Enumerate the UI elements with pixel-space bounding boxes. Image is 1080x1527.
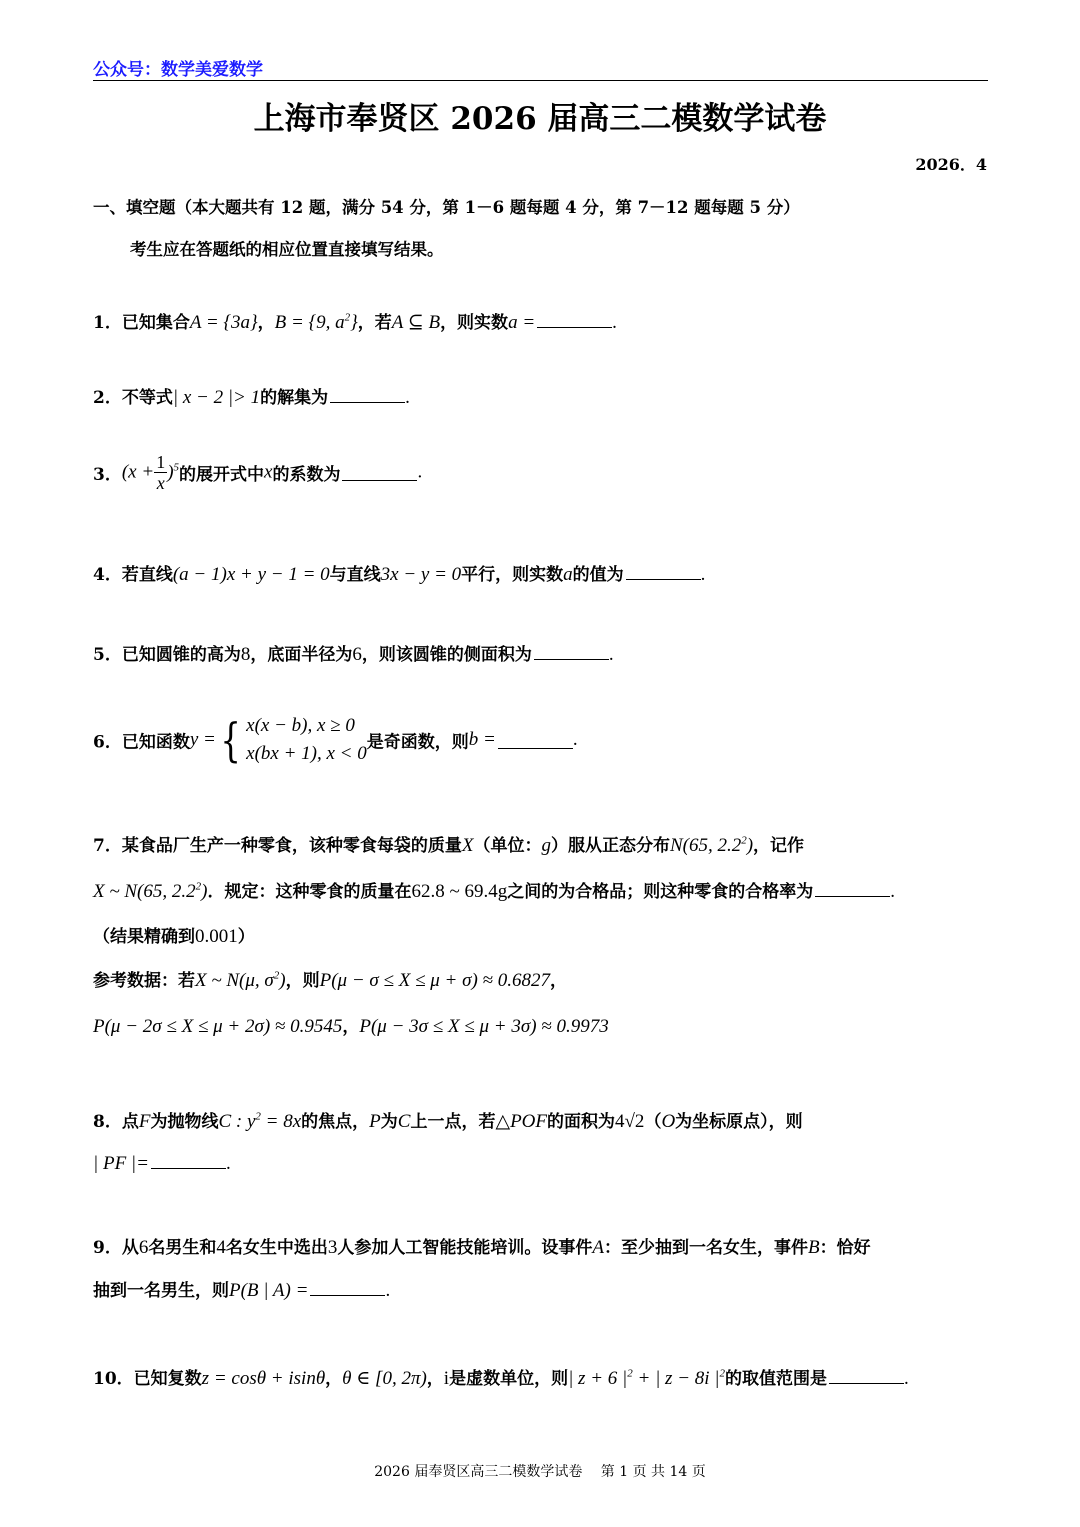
- q1-set-b: B = {9, $a^2$}: [274, 311, 358, 333]
- question-5: 5．已知圆锥的高为8，底面半径为6，则该圆锥的侧面积为 .: [93, 644, 614, 665]
- q8-text-8: 为坐标原点），则: [675, 1112, 803, 1132]
- q3-expr-open: (x +: [121, 461, 155, 483]
- q10-text-4: 是虚数单位，则: [449, 1369, 569, 1389]
- q8-p: P: [369, 1111, 381, 1132]
- q10-expr: | z + 6 $|^2$ + | z − 8i $|^2$: [568, 1367, 726, 1389]
- q7-text-11: ，: [342, 1017, 360, 1037]
- q8-number: 8．: [93, 1112, 122, 1132]
- q4-var: a: [563, 564, 573, 585]
- q9-text-1: 从: [121, 1238, 139, 1258]
- q9-event-a: A: [592, 1237, 604, 1258]
- q2-number: 2．: [93, 388, 122, 408]
- q7-ref-label: 参考数据：若: [93, 971, 195, 991]
- q1-text-2: ，: [257, 313, 275, 333]
- q5-radius: 6: [352, 644, 362, 665]
- q7-var-x: X: [461, 835, 474, 856]
- q8-pf: | PF |=: [93, 1153, 149, 1174]
- q9-text-2: 名男生和: [148, 1238, 217, 1258]
- q8-text-7: （: [644, 1112, 662, 1132]
- header-rule: [93, 80, 988, 81]
- q9-girls: 4: [216, 1237, 226, 1258]
- q4-text-4: 的值为: [572, 565, 624, 585]
- account-label: 公众号：数学美爱数学: [93, 60, 263, 80]
- q7-precision: 0.001: [195, 926, 238, 947]
- q8-answer-blank[interactable]: [151, 1152, 226, 1169]
- q6-case-1: x(x − b), x ≥ 0: [246, 715, 355, 736]
- q10-number: 10．: [93, 1369, 134, 1389]
- q7-ref-dist: X ~ N(μ, $\sigma^2$): [195, 969, 286, 991]
- q7-ref-prob-1: P(μ − σ ≤ X ≤ μ + σ) ≈ 0.6827: [319, 970, 550, 991]
- q7-text-6: 之间的为合格品；则这种零食的合格率为: [507, 882, 814, 902]
- q4-text-1: 若直线: [121, 565, 173, 585]
- q3-text-2: 的系数为: [272, 465, 341, 485]
- q8-text-5: 上一点，若: [410, 1112, 496, 1132]
- q7-ref-prob-2: P(μ − 2σ ≤ X ≤ μ + 2σ) ≈ 0.9545: [93, 1016, 343, 1037]
- q5-text-1: 已知圆锥的高为: [121, 645, 241, 665]
- q4-text-2: 与直线: [329, 565, 381, 585]
- q7-text-8: ）: [237, 927, 255, 947]
- q7-unit: g: [541, 835, 551, 856]
- q4-answer-blank[interactable]: [626, 563, 701, 580]
- q10-text-5: 的取值范围是: [725, 1369, 828, 1389]
- question-8-line-1: [93, 1107, 803, 1133]
- q8-text-4: 为: [380, 1112, 398, 1132]
- question-3: 3．(x + $\frac{1}{x}$ )$^5$的展开式中x的系数为 .: [93, 452, 423, 493]
- question-10: 10．已知复数z = cosθ + isinθ，θ ∈ [0, 2π)，i是虚数单位，则| z + 6 $|^2$ + | z − 8i $|^2$的取值范围是 .: [93, 1367, 909, 1389]
- q8-o: O: [661, 1111, 676, 1132]
- q6-cases: [246, 712, 367, 768]
- q10-text-1: 已知复数: [133, 1369, 202, 1389]
- question-7-line-4: [93, 966, 567, 992]
- q3-number: 3．: [93, 465, 122, 485]
- q1-set-a: A = {3a}: [189, 312, 258, 333]
- q1-subset: A ⊆ B: [391, 312, 441, 333]
- q4-line-2: 3x − y = 0: [380, 564, 462, 585]
- q7-dist: N(65, $2.2^2$): [669, 834, 754, 856]
- q3-var: x: [264, 461, 273, 483]
- exam-date: 2026．4: [915, 155, 987, 174]
- question-7-line-5: [93, 1012, 609, 1038]
- q10-i: i: [443, 1368, 450, 1389]
- q3-text-1: 的展开式中: [179, 465, 265, 485]
- question-9-line-1: [93, 1233, 871, 1259]
- q8-text-3: 的焦点，: [301, 1112, 370, 1132]
- q7-text-4: ，记作: [753, 836, 805, 856]
- q9-text-3: 名女生中选出: [225, 1238, 328, 1258]
- question-6: 6．已知函数y ={ x(x − b), x ≥ 0 x(bx + 1), x < 0 是奇函数，则b = .: [93, 713, 578, 767]
- q8-area: 4√2: [615, 1111, 645, 1132]
- q2-answer-blank[interactable]: [330, 386, 405, 403]
- q10-text-3: ，: [426, 1369, 444, 1389]
- question-9-line-2: 抽到一名男生，则P(B | A) = .: [93, 1280, 391, 1301]
- q4-text-3: 平行，则实数: [461, 565, 564, 585]
- q5-number: 5．: [93, 645, 122, 665]
- q1-number: 1．: [93, 313, 122, 333]
- q9-prob: P(B | A) =: [229, 1280, 309, 1301]
- q7-answer-blank[interactable]: [815, 880, 890, 897]
- q8-f: F: [138, 1111, 151, 1132]
- q8-triangle: △POF: [495, 1111, 547, 1132]
- q10-text-2: ，: [325, 1369, 343, 1389]
- q6-y: y =: [189, 729, 216, 750]
- question-8-line-2: | PF |= .: [93, 1153, 231, 1174]
- q7-text-5: ．规定：这种零食的质量在: [207, 882, 412, 902]
- question-7-line-3: [93, 922, 255, 948]
- question-2: 2．不等式| x − 2 |> 1的解集为 .: [93, 387, 410, 408]
- q10-answer-blank[interactable]: [829, 1367, 904, 1384]
- q10-complex: z = cosθ + isinθ: [201, 1368, 326, 1389]
- q7-text-7: （结果精确到: [93, 927, 195, 947]
- q6-case-2: x(bx + 1), x < 0: [246, 743, 367, 764]
- q7-text-9: ，则: [285, 971, 320, 991]
- q1-text-3: ，若: [357, 313, 392, 333]
- q7-number: 7．: [93, 836, 122, 856]
- q7-dist-notation: X ~ N(65, $2.2^2$): [93, 880, 208, 902]
- q3-answer-blank[interactable]: [342, 464, 417, 481]
- question-7-line-2: X ~ N(65, $2.2^2$)．规定：这种零食的质量在62.8 ~ 69.4g之间的为合格品；则这种零食的合格率为 .: [93, 880, 895, 902]
- q10-theta: θ ∈ [0, 2π): [342, 1368, 427, 1389]
- question-4: 4．若直线(a − 1)x + y − 1 = 0与直线3x − y = 0平行，则实数a的值为 .: [93, 564, 706, 585]
- question-7-line-1: [93, 831, 804, 857]
- page-footer: 2026 届奉贤区高三二模数学试卷 第 1 页 共 14 页: [374, 1464, 706, 1480]
- q5-height: 8: [240, 644, 251, 665]
- q8-text-2: 为抛物线: [150, 1112, 219, 1132]
- q2-text-1: 不等式: [121, 388, 173, 408]
- q2-text-2: 的解集为: [260, 388, 329, 408]
- q9-selected: 3: [327, 1237, 338, 1258]
- q9-boys: 6: [138, 1237, 149, 1258]
- q7-text-2: （单位：: [473, 836, 542, 856]
- section-instruction: 考生应在答题纸的相应位置直接填写结果。: [130, 240, 444, 259]
- q8-text-1: 点: [121, 1112, 139, 1132]
- q7-ref-prob-3: P(μ − 3σ ≤ X ≤ μ + 3σ) ≈ 0.9973: [359, 1016, 609, 1037]
- q5-answer-blank[interactable]: [534, 643, 609, 660]
- q6-number: 6．: [93, 732, 122, 753]
- q9-event-b: B: [807, 1237, 820, 1258]
- section-title: 一、填空题（本大题共有 12 题，满分 54 分，第 1－6 题每题 4 分，第 7－12 题每题 5 分）: [93, 198, 800, 217]
- q1-var: a =: [508, 312, 536, 333]
- q9-text-7: 抽到一名男生，则: [93, 1281, 229, 1301]
- q9-text-5: ：至少抽到一名女生，事件: [603, 1238, 808, 1258]
- q7-text-3: ）服从正态分布: [550, 836, 670, 856]
- q9-text-6: ：恰好: [819, 1238, 871, 1258]
- q8-parabola: C : $y^2 = 8x$: [218, 1110, 302, 1132]
- q4-number: 4．: [93, 565, 122, 585]
- q7-text-1: 某食品厂生产一种零食，该种零食每袋的质量: [121, 836, 462, 856]
- q6-text-2: 是奇函数，则: [366, 732, 469, 753]
- q8-c: C: [397, 1111, 411, 1132]
- q6-text-1: 已知函数: [121, 732, 190, 753]
- q6-brace: {: [220, 713, 241, 767]
- q5-text-3: ，则该圆锥的侧面积为: [361, 645, 532, 665]
- q3-fraction: $\frac{1}{x}$: [156, 452, 166, 493]
- q2-inequality: | x − 2 |> 1: [172, 387, 261, 408]
- q6-answer-blank[interactable]: [498, 732, 573, 749]
- q9-answer-blank[interactable]: [310, 1279, 385, 1296]
- q8-text-6: 的面积为: [547, 1112, 615, 1132]
- q6-var: b =: [468, 729, 496, 750]
- q9-number: 9．: [93, 1238, 122, 1258]
- q1-text-4: ，则实数: [440, 313, 509, 333]
- q1-answer-blank[interactable]: [537, 311, 612, 328]
- q5-text-2: ，底面半径为: [250, 645, 353, 665]
- question-1: 1．已知集合A = {3a}，B = {9, $a^2$}，若A ⊆ B，则实数a = .: [93, 311, 617, 333]
- q7-text-10: ，: [549, 971, 567, 991]
- q9-text-4: 人参加人工智能技能培训。设事件: [337, 1238, 593, 1258]
- q3-expr-close: )$^5$: [167, 461, 180, 483]
- q1-text-1: 已知集合: [121, 313, 190, 333]
- q4-line-1: (a − 1)x + y − 1 = 0: [172, 564, 330, 585]
- page-title: 上海市奉贤区 2026 届高三二模数学试卷: [253, 101, 827, 137]
- q7-range: 62.8 ~ 69.4g: [411, 881, 508, 902]
